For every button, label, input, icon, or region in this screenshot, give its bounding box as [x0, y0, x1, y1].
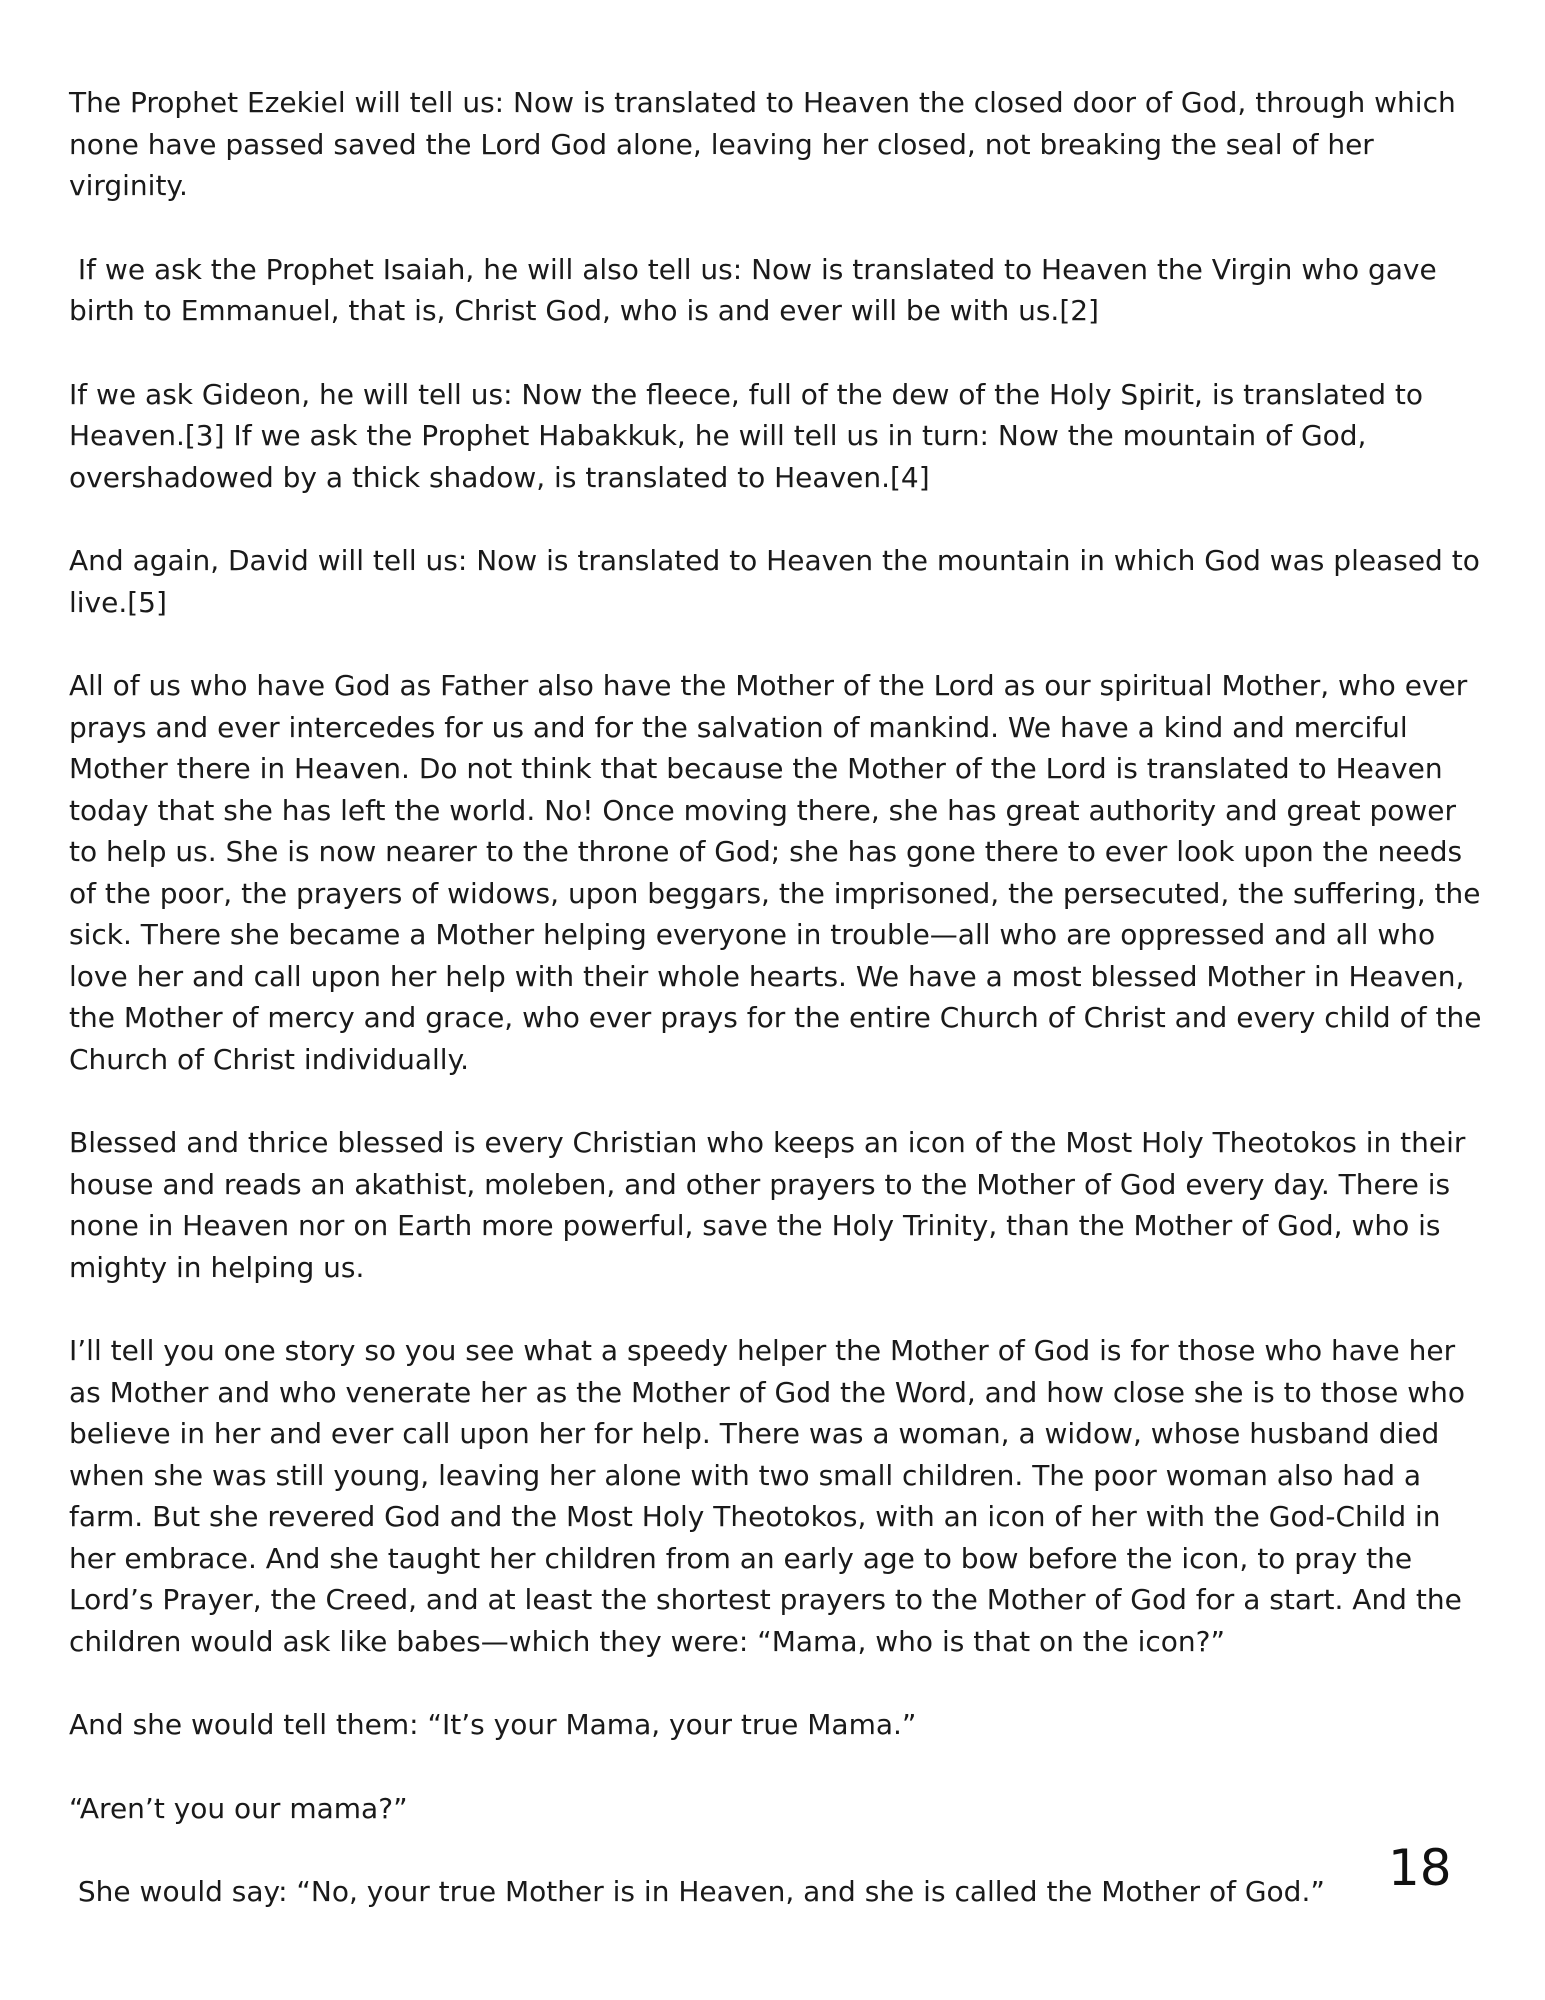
paragraph-true-mama: And she would tell them: “It’s your Mama, your true Mama.”: [69, 1708, 917, 1741]
paragraph-blessed-christian: Blessed and thrice blessed is every Christian who keeps an icon of the Most Holy Theotokos in their house and reads an akathist, moleben, and other prayers to the Mother of God every day. There is none in Heaven nor on Earth more powerful, save the Holy Trinity, than the Mother of God, who is mighty in helping us.: [69, 1126, 1475, 1284]
paragraph-widow-story: I’ll tell you one story so you see what a speedy helper the Mother of God is for those who have her as Mother and who venerate her as the Mother of God the Word, and how close she is to those who believe in her and ever call upon her for help. There was a woman, a widow, whose husband died when she was still young, leaving her alone with two small children. The poor woman also had a farm. But she revered God and the Most Holy Theotokos, with an icon of her with the God-Child in her embrace. And she taught her children from an early age to bow before the icon, to pray the Lord’s Prayer, the Creed, and at least the shortest prayers to the Mother of God for a start. And the children would ask like babes—which they were: “Mama, who is that on the icon?”: [69, 1334, 1474, 1658]
page-number: 18: [1388, 1839, 1452, 1897]
paragraph-gideon-habakkuk: If we ask Gideon, he will tell us: Now the fleece, full of the dew of the Holy Spirit, is translated to Heaven.[3] If we ask the Prophet Habakkuk, he will tell us in turn: Now the mountain of God, overshadowed by a thick shadow, is translated to Heaven.[4]: [69, 377, 1432, 494]
paragraph-arent-you: “Aren’t you our mama?”: [69, 1791, 408, 1825]
paragraph-david: And again, David will tell us: Now is translated to Heaven the mountain in which God was pleased to live.[5]: [69, 544, 1489, 619]
paragraph-isaiah: If we ask the Prophet Isaiah, he will also tell us: Now is translated to Heaven the Virgin who gave birth to Emmanuel, that is, Christ God, who is and ever will be with us.[2]: [69, 252, 1446, 327]
paragraph-mother-in-heaven: She would say: “No, your true Mother is in Heaven, and she is called the Mother of God.”: [69, 1875, 1325, 1908]
document-body: [69, 82, 1491, 1955]
paragraph-spiritual-mother: All of us who have God as Father also have the Mother of the Lord as our spiritual Mother, who ever prays and ever intercedes for us and for the salvation of mankind. We have a kind and merciful Mother there in Heaven. Do not think that because the Mother of the Lord is translated to Heaven today that she has left the world. No! Once moving there, she has great authority and great power to help us. She is now nearer to the throne of God; she has gone there to ever look upon the needs of the poor, the prayers of widows, upon beggars, the imprisoned, the persecuted, the suffering, the sick. There she became a Mother helping everyone in trouble—all who are oppressed and all who love her and call upon her help with their whole hearts. We have a most blessed Mother in Heaven, the Mother of mercy and grace, who ever prays for the entire Church of Christ and every child of the Church of Christ individually.: [69, 669, 1491, 1076]
paragraph-ezekiel: The Prophet Ezekiel will tell us: Now is translated to Heaven the closed door of God, through which none have passed saved the Lord God alone, leaving her closed, not breaking the seal of her virginity.: [69, 86, 1465, 202]
